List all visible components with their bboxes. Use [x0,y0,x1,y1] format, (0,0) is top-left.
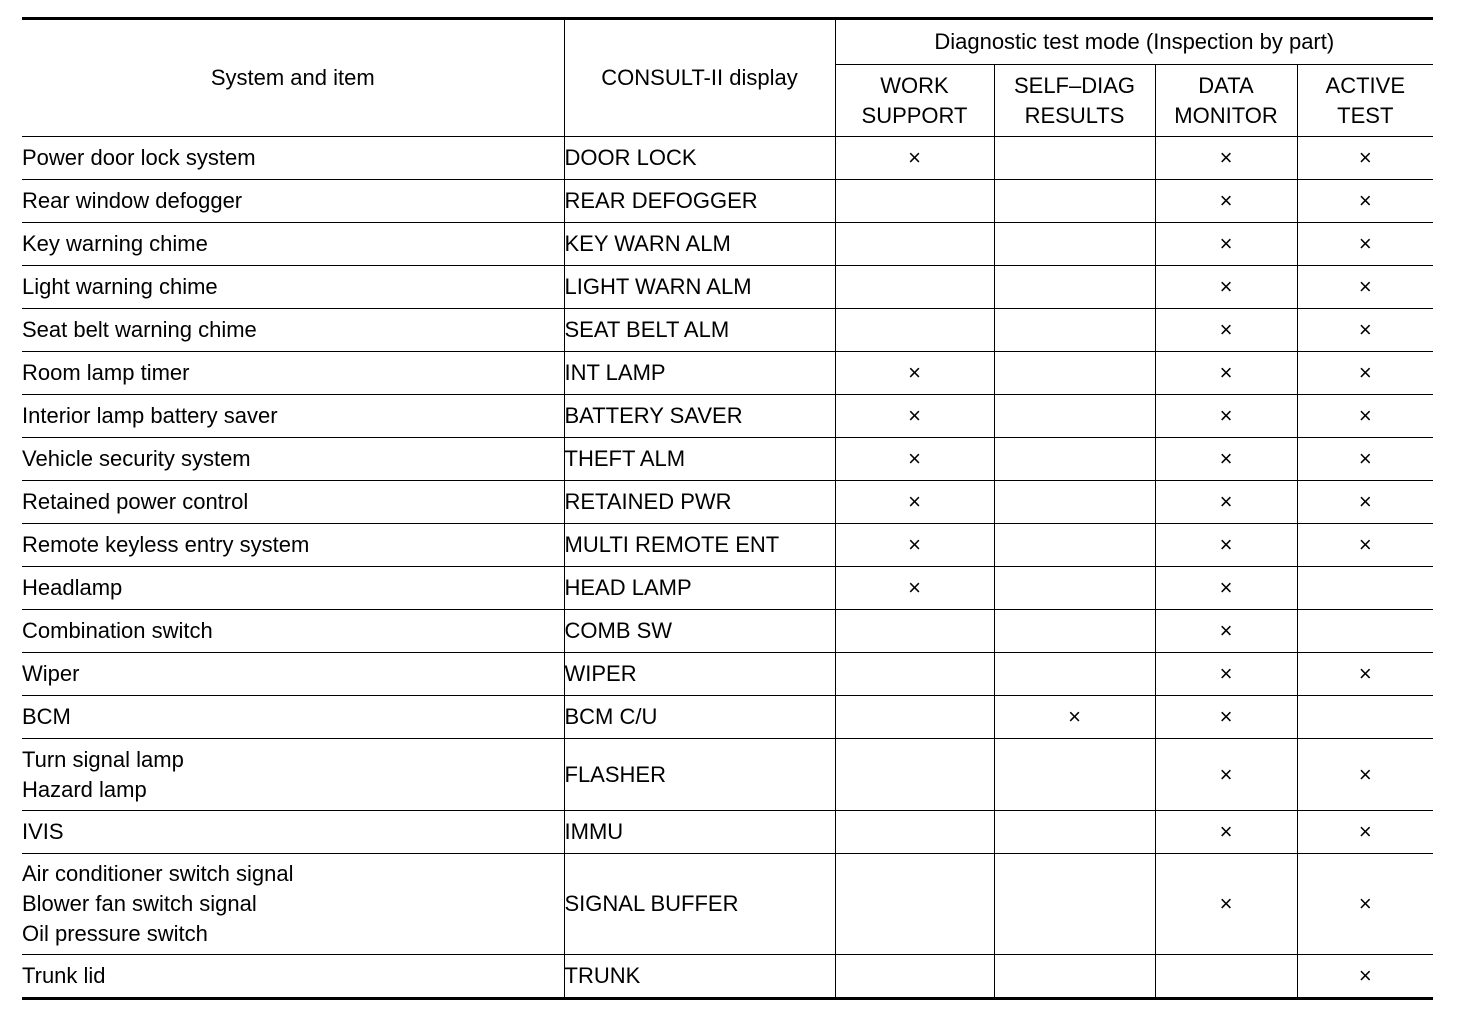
work-support-mark-cell [835,180,994,223]
data-monitor-mark-cell: × [1155,137,1297,180]
system-item-line: Blower fan switch signal [22,891,257,916]
table-row [22,481,1433,524]
self-diag-results-mark-cell [994,266,1155,309]
table-row [22,653,1433,696]
system-item-line: Key warning chime [22,231,208,256]
self-diag-results-mark-cell [994,352,1155,395]
table-row [22,524,1433,567]
consult-display-cell: HEAD LAMP [564,567,835,610]
table-row [22,610,1433,653]
data-monitor-mark-cell: × [1155,524,1297,567]
system-item-line: Vehicle security system [22,446,251,471]
data-monitor-mark-cell: × [1155,567,1297,610]
header-data-monitor [1155,65,1297,137]
table-row [22,955,1433,999]
consult-display-cell: DOOR LOCK [564,137,835,180]
system-item-line: Combination switch [22,618,213,643]
active-test-mark-cell [1297,610,1433,653]
table-row [22,696,1433,739]
table-row [22,854,1433,955]
consult-display-cell: BATTERY SAVER [564,395,835,438]
work-support-mark-cell [835,854,994,955]
self-diag-results-mark-cell [994,180,1155,223]
work-support-mark-cell [835,653,994,696]
header-work-support [835,65,994,137]
system-item-cell [22,696,564,739]
system-item-line: Retained power control [22,489,249,514]
header-self-diag-results [994,65,1155,137]
system-item-line: Oil pressure switch [22,921,208,946]
self-diag-results-mark-cell [994,309,1155,352]
active-test-mark-cell: × [1297,955,1433,999]
consult-display-cell: MULTI REMOTE ENT [564,524,835,567]
active-test-mark-cell: × [1297,395,1433,438]
header-line: WORK [880,72,949,98]
header-diagnostic-test-mode: Diagnostic test mode (Inspection by part) [835,19,1433,65]
active-test-mark-cell: × [1297,653,1433,696]
consult-display-cell: BCM C/U [564,696,835,739]
data-monitor-mark-cell: × [1155,309,1297,352]
system-item-cell [22,266,564,309]
self-diag-results-mark-cell [994,137,1155,180]
system-item-line: Hazard lamp [22,776,147,802]
data-monitor-mark-cell: × [1155,739,1297,811]
table-row [22,309,1433,352]
work-support-mark-cell [835,811,994,854]
consult-display-cell: WIPER [564,653,835,696]
work-support-mark-cell [835,309,994,352]
self-diag-results-mark-cell [994,567,1155,610]
work-support-mark-cell: × [835,438,994,481]
system-item-cell [22,180,564,223]
self-diag-results-mark-cell: × [994,696,1155,739]
active-test-mark-cell: × [1297,739,1433,811]
active-test-mark-cell: × [1297,309,1433,352]
data-monitor-mark-cell: × [1155,481,1297,524]
system-item-line: Rear window defogger [22,188,243,213]
consult-display-cell: KEY WARN ALM [564,223,835,266]
table-body [22,137,1433,999]
active-test-mark-cell: × [1297,266,1433,309]
header-consult-display: CONSULT-II display [564,19,835,137]
table-row [22,223,1433,266]
system-item-cell [22,395,564,438]
work-support-mark-cell [835,223,994,266]
active-test-mark-cell: × [1297,180,1433,223]
header-line: SUPPORT [861,102,968,128]
system-item-cell [22,137,564,180]
self-diag-results-mark-cell [994,610,1155,653]
system-item-line: Trunk lid [22,963,106,988]
self-diag-results-mark-cell [994,438,1155,481]
self-diag-results-mark-cell [994,395,1155,438]
data-monitor-mark-cell: × [1155,395,1297,438]
work-support-mark-cell: × [835,352,994,395]
work-support-mark-cell: × [835,395,994,438]
table-row [22,137,1433,180]
system-item-cell [22,811,564,854]
active-test-mark-cell: × [1297,438,1433,481]
table-row [22,567,1433,610]
system-item-cell [22,610,564,653]
work-support-mark-cell [835,739,994,811]
header-line: RESULTS [1024,102,1125,128]
consult-display-cell: COMB SW [564,610,835,653]
consult-display-cell: SIGNAL BUFFER [564,854,835,955]
self-diag-results-mark-cell [994,524,1155,567]
table-row [22,438,1433,481]
self-diag-results-mark-cell [994,653,1155,696]
data-monitor-mark-cell: × [1155,653,1297,696]
system-item-cell [22,653,564,696]
active-test-mark-cell [1297,696,1433,739]
work-support-mark-cell: × [835,137,994,180]
work-support-mark-cell [835,266,994,309]
active-test-mark-cell: × [1297,352,1433,395]
header-line: MONITOR [1174,102,1278,128]
system-item-line: Turn signal lamp [22,746,184,772]
consult-display-cell: RETAINED PWR [564,481,835,524]
self-diag-results-mark-cell [994,739,1155,811]
consult-display-cell: LIGHT WARN ALM [564,266,835,309]
system-item-cell [22,223,564,266]
consult-display-cell: FLASHER [564,739,835,811]
table-row [22,266,1433,309]
work-support-mark-cell: × [835,481,994,524]
table-row [22,180,1433,223]
header-line: DATA [1198,72,1254,98]
system-item-cell [22,567,564,610]
system-item-cell [22,524,564,567]
data-monitor-mark-cell: × [1155,854,1297,955]
consult-display-cell: INT LAMP [564,352,835,395]
active-test-mark-cell: × [1297,481,1433,524]
work-support-mark-cell: × [835,567,994,610]
active-test-mark-cell: × [1297,137,1433,180]
system-item-cell [22,438,564,481]
data-monitor-mark-cell: × [1155,610,1297,653]
consult-display-cell: SEAT BELT ALM [564,309,835,352]
work-support-mark-cell [835,610,994,653]
work-support-mark-cell: × [835,524,994,567]
active-test-mark-cell: × [1297,854,1433,955]
table-row [22,395,1433,438]
system-item-cell [22,481,564,524]
system-item-line: Wiper [22,661,80,686]
system-item-line: Air conditioner switch signal [22,861,294,886]
diagnostic-mode-table [22,17,1433,1000]
consult-display-cell: IMMU [564,811,835,854]
system-item-line: IVIS [22,819,64,844]
header-line: ACTIVE [1325,72,1405,98]
header-line: SELF–DIAG [1013,72,1136,98]
system-item-line: Power door lock system [22,145,256,170]
consult-display-cell: TRUNK [564,955,835,999]
self-diag-results-mark-cell [994,854,1155,955]
system-item-line: Room lamp timer [22,360,190,385]
data-monitor-mark-cell: × [1155,696,1297,739]
consult-display-cell: REAR DEFOGGER [564,180,835,223]
system-item-line: Interior lamp battery saver [22,403,278,428]
self-diag-results-mark-cell [994,955,1155,999]
data-monitor-mark-cell: × [1155,811,1297,854]
data-monitor-mark-cell [1155,955,1297,999]
work-support-mark-cell [835,955,994,999]
table-header [22,19,1433,137]
header-system-item: System and item [22,19,564,137]
header-active-test [1297,65,1433,137]
system-item-line: Remote keyless entry system [22,532,310,557]
system-item-cell [22,309,564,352]
table-row [22,739,1433,811]
table-row [22,352,1433,395]
active-test-mark-cell [1297,567,1433,610]
system-item-line: Light warning chime [22,274,218,299]
system-item-line: Headlamp [22,575,123,600]
data-monitor-mark-cell: × [1155,223,1297,266]
system-item-cell [22,854,564,955]
table-row [22,811,1433,854]
system-item-line: BCM [22,704,71,729]
active-test-mark-cell: × [1297,223,1433,266]
self-diag-results-mark-cell [994,811,1155,854]
system-item-cell [22,352,564,395]
system-item-line: Seat belt warning chime [22,317,257,342]
consult-display-cell: THEFT ALM [564,438,835,481]
data-monitor-mark-cell: × [1155,352,1297,395]
active-test-mark-cell: × [1297,811,1433,854]
system-item-cell [22,739,564,811]
active-test-mark-cell: × [1297,524,1433,567]
self-diag-results-mark-cell [994,223,1155,266]
header-line: TEST [1337,102,1394,128]
data-monitor-mark-cell: × [1155,180,1297,223]
work-support-mark-cell [835,696,994,739]
data-monitor-mark-cell: × [1155,266,1297,309]
system-item-cell [22,955,564,999]
data-monitor-mark-cell: × [1155,438,1297,481]
self-diag-results-mark-cell [994,481,1155,524]
